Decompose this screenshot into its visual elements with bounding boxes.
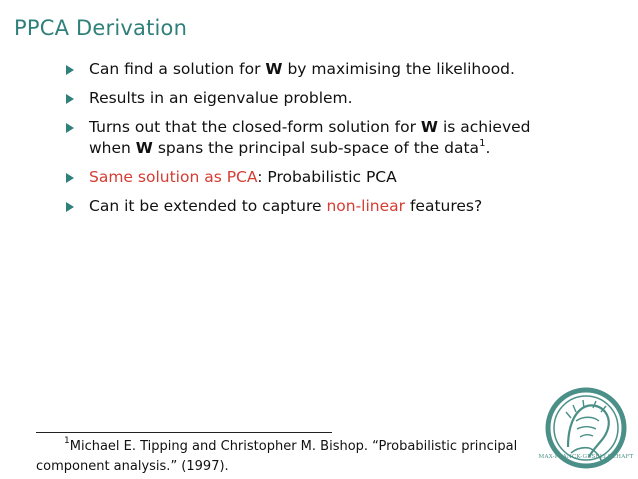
highlight-text: non-linear: [326, 197, 406, 215]
bullet-text: Can it be extended to capture: [89, 197, 327, 215]
bullet-text: by maximising the likelihood.: [282, 60, 515, 78]
triangle-bullet-icon: [66, 202, 74, 212]
footnote-text: component analysis.” (1997).: [36, 459, 229, 474]
bullet-text: features?: [405, 197, 483, 215]
bullet-item: [66, 88, 546, 109]
bullet-item: [66, 167, 546, 188]
triangle-bullet-icon: [66, 94, 74, 104]
footnote-line: [36, 437, 561, 457]
triangle-bullet-icon: [66, 123, 74, 133]
footnote: [36, 437, 561, 477]
highlight-text: Same solution as PCA: [89, 168, 258, 186]
bullet-list: [66, 59, 546, 225]
bullet-text: Turns out that the closed-form solution for: [89, 118, 421, 136]
footnote-mark: 1: [64, 435, 70, 446]
bullet-text: Results in an eigenvalue problem.: [89, 89, 353, 107]
slide-title: PPCA Derivation: [14, 16, 188, 40]
bullet-text: : Probabilistic PCA: [257, 168, 397, 186]
triangle-bullet-icon: [66, 65, 74, 75]
bullet-text: spans the principal sub-space of the data: [152, 139, 480, 157]
footnote-text: Michael E. Tipping and Christopher M. Bishop. “Probabilistic principal: [69, 439, 518, 454]
bullet-text: .: [485, 139, 491, 157]
bold-symbol: W: [135, 139, 153, 157]
bullet-text: is achieved: [438, 118, 531, 136]
triangle-bullet-icon: [66, 173, 74, 183]
bold-symbol: W: [265, 60, 283, 78]
footnote-divider: [36, 432, 332, 433]
footnote-reference[interactable]: 1: [479, 137, 486, 149]
logo-caption: MAX-PLANCK-GESELLSCHAFT: [538, 454, 634, 460]
bullet-text: when: [89, 139, 136, 157]
bullet-item: [66, 117, 546, 159]
bold-symbol: W: [420, 118, 439, 136]
bullet-item: [66, 59, 546, 80]
bullet-text: Can find a solution for: [89, 60, 266, 78]
bullet-item: [66, 196, 546, 217]
